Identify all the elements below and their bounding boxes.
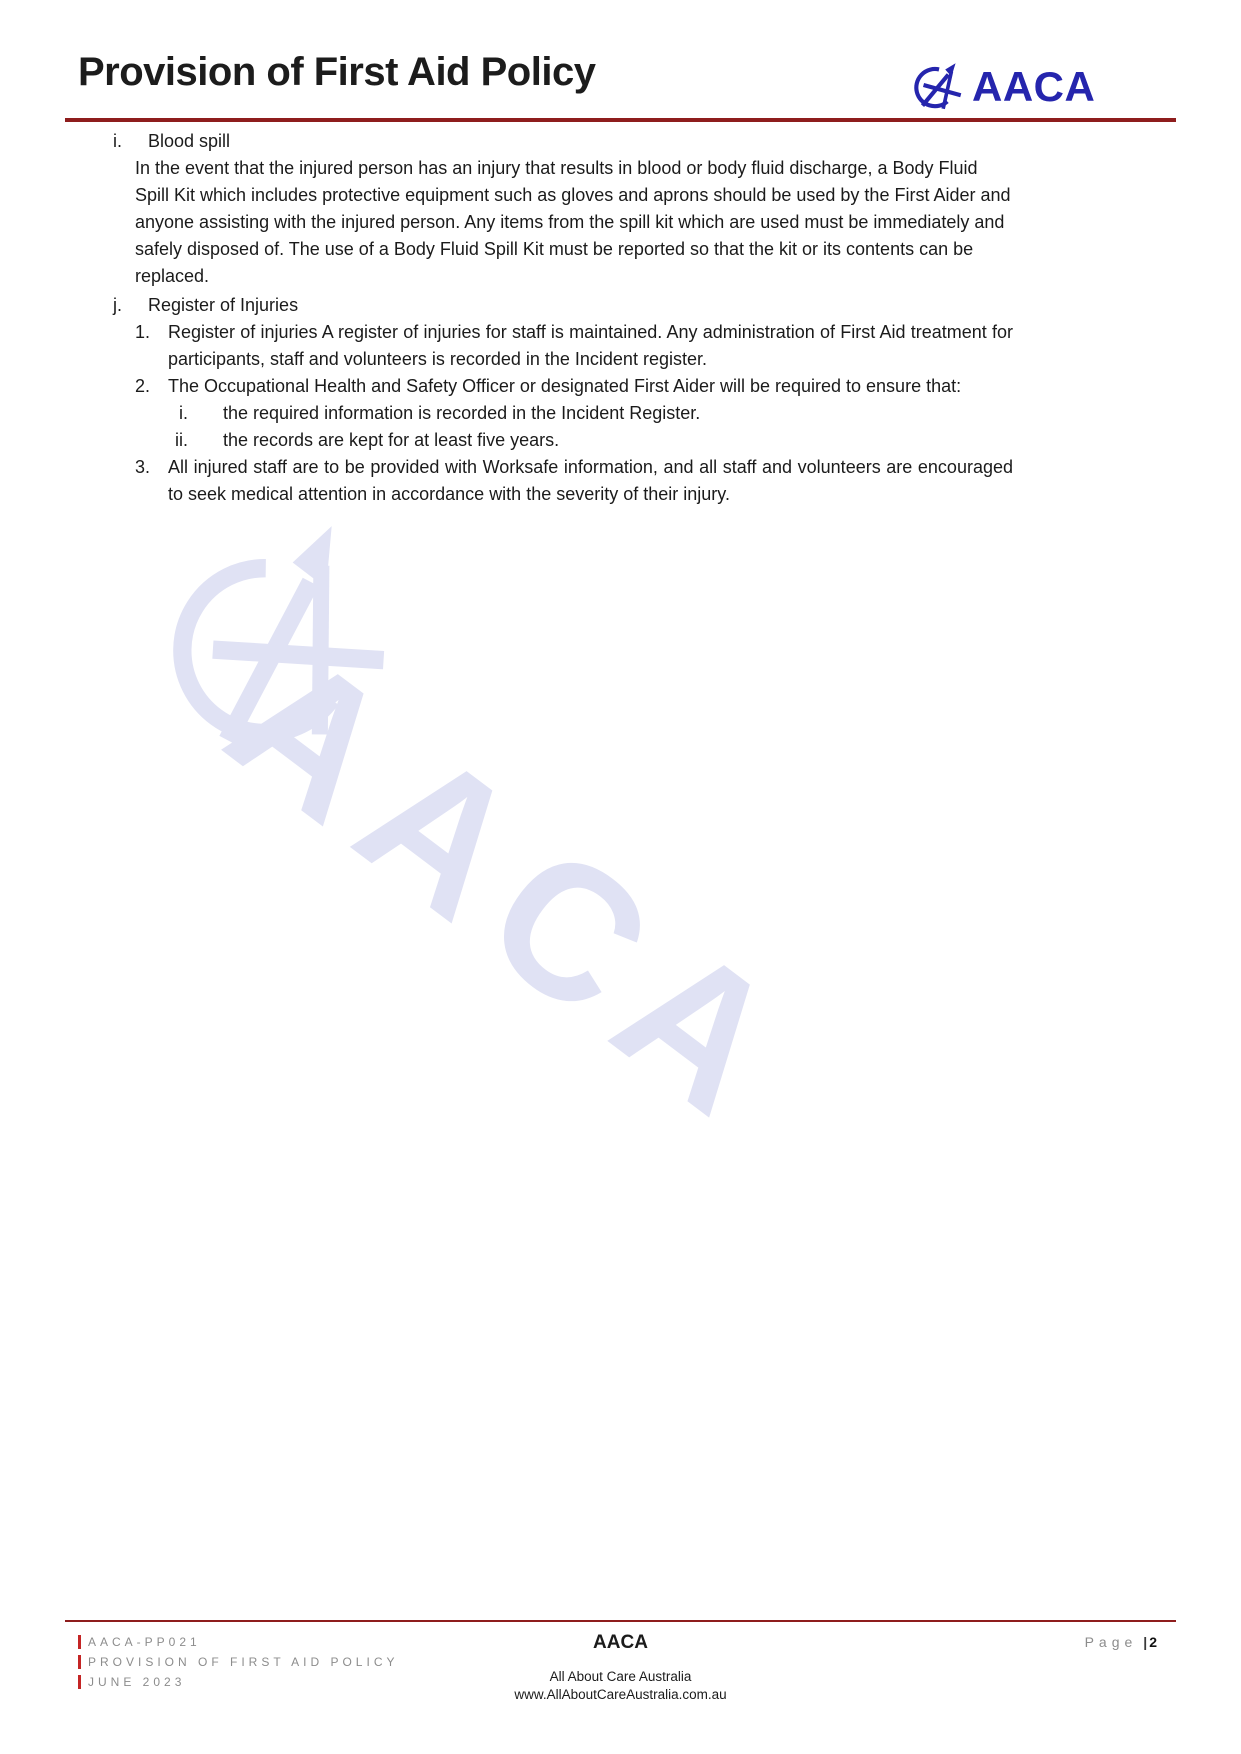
paragraph-blood-spill: In the event that the injured person has an injury that results in blood or body fluid discharge, a Body Fluid Spill Kit which includes protective equipment such as gloves and aprons should be used by the First Aider and anyone assisting with the injured person. Any items from the spill kit which are used must be immediately and safely disposed of. The use of a Body Fluid Spill Kit must be reported so that the kit or its contents can be replaced. (135, 158, 1011, 286)
numbered-item-text: The Occupational Health and Safety Officer or designated First Aider will be required to ensure that: (168, 376, 962, 396)
list-heading: Register of Injuries (148, 295, 299, 315)
list-item-i-heading (113, 128, 1013, 155)
logo-wordmark: AACA (972, 62, 1096, 110)
document-body (113, 126, 1013, 508)
sub-item-text: the required information is recorded in the Incident Register. (223, 403, 701, 423)
page-number: 2 (1149, 1634, 1157, 1650)
numbered-item-3 (135, 454, 1013, 508)
roman-label: ii. (175, 430, 188, 450)
footer-center-block (0, 1632, 1241, 1702)
page-label: Page (1084, 1634, 1138, 1650)
page-number-block (1085, 1634, 1157, 1650)
numbered-item-2 (135, 373, 1013, 400)
aaca-logo (912, 56, 1095, 117)
watermark-text: AACA (192, 610, 836, 1168)
page-title: Provision of First Aid Policy (78, 50, 596, 94)
number-label: 2. (135, 376, 151, 396)
number-label: 1. (135, 322, 151, 342)
aaca-logo-icon (912, 56, 964, 117)
number-label: 3. (135, 457, 151, 477)
page-separator: | (1143, 1634, 1148, 1650)
list-label: i. (113, 131, 122, 151)
list-heading: Blood spill (148, 131, 231, 151)
roman-label: i. (179, 403, 188, 423)
footer-doc-title: PROVISION OF FIRST AID POLICY (88, 1655, 399, 1669)
footer-org-full-name: All About Care Australia (549, 1669, 692, 1684)
footer-doc-code: AACA-PP021 (88, 1635, 201, 1649)
list-label: j. (113, 295, 122, 315)
list-item-j-heading (113, 292, 1013, 319)
header-divider (65, 118, 1176, 122)
footer-doc-date: JUNE 2023 (88, 1675, 186, 1689)
numbered-item-text: All injured staff are to be provided with Worksafe information, and all staff and volunteers are encouraged to seek medical attention in accordance with the severity of their injury. (168, 457, 1013, 504)
footer-website: www.AllAboutCareAustralia.com.au (514, 1687, 727, 1702)
numbered-item-text: Register of injuries A register of injuries for staff is maintained. Any administration of First Aid treatment for participants, staff and volunteers is recorded in the Incident register. (168, 322, 1013, 369)
sub-item-ii (157, 427, 1013, 454)
sub-item-text: the records are kept for at least five years. (223, 430, 560, 450)
numbered-list (135, 319, 1013, 508)
footer-org-name: AACA (593, 1632, 648, 1653)
footer-divider (65, 1620, 1176, 1622)
numbered-item-1 (135, 319, 1013, 373)
aaca-logo-watermark-icon (136, 487, 417, 799)
sub-item-i (157, 400, 1013, 427)
